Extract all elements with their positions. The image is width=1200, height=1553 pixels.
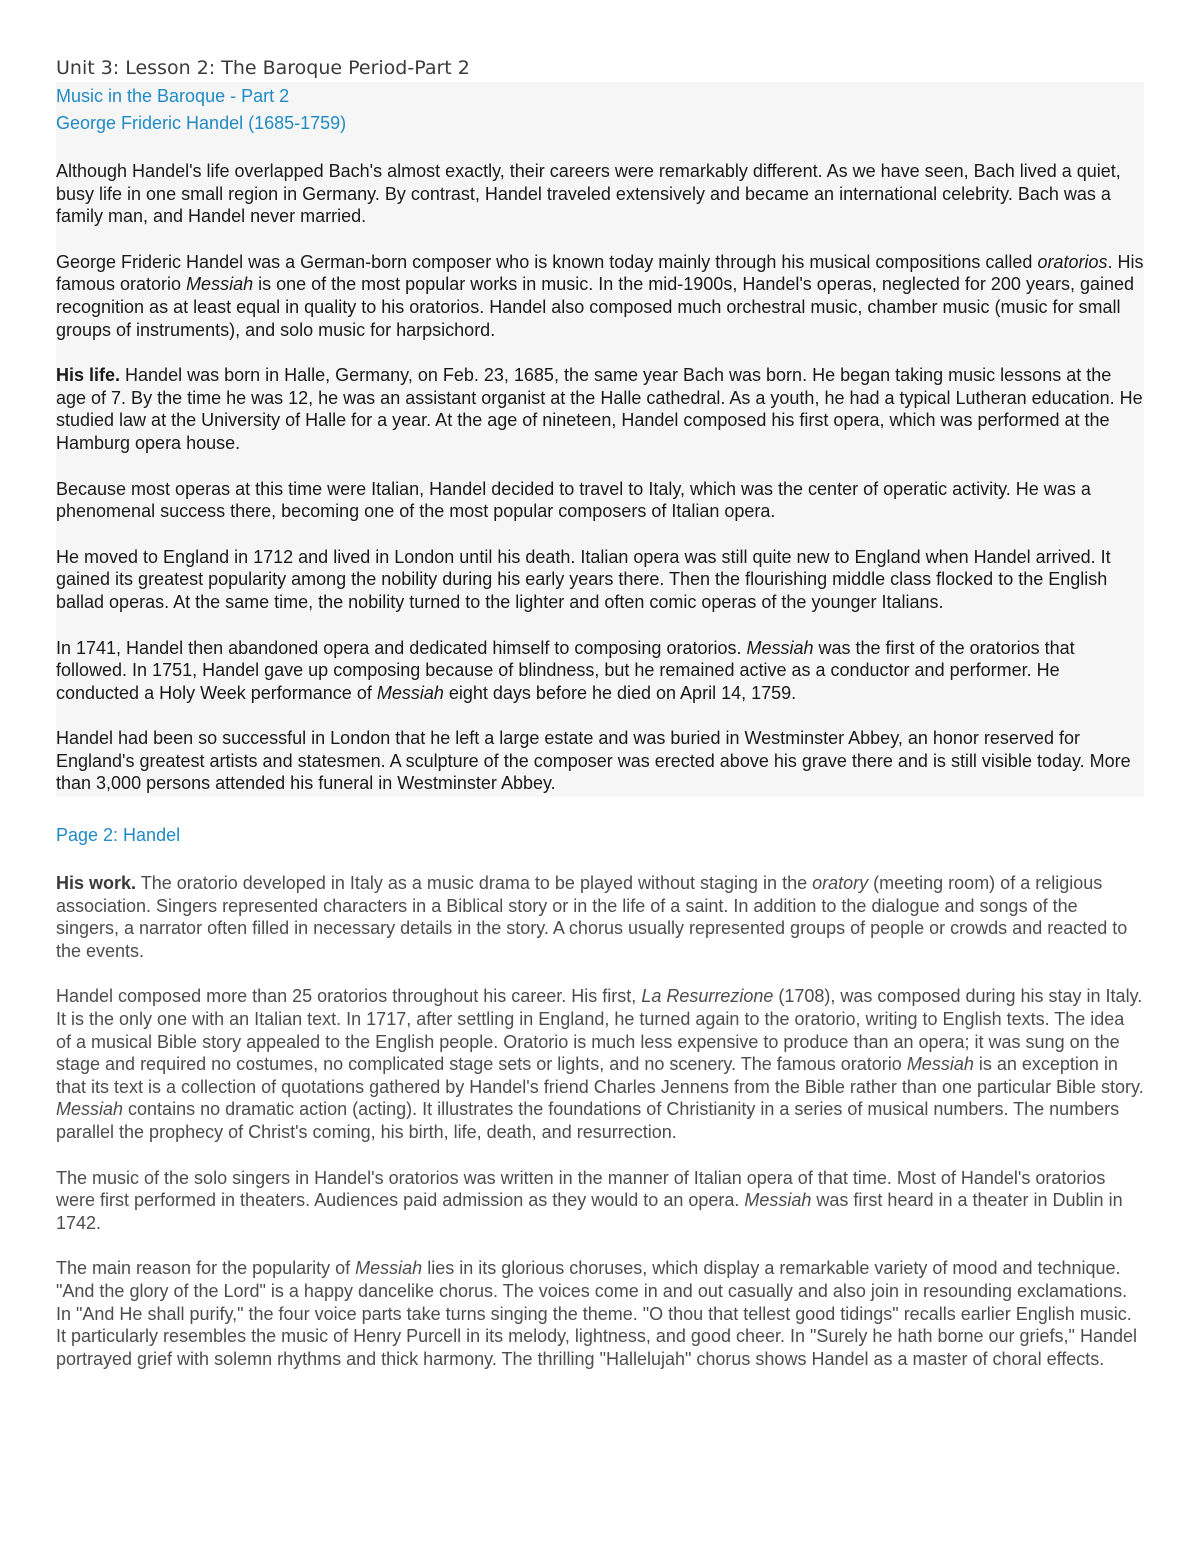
section-baroque-part-2 <box>56 82 1144 797</box>
paragraph-composed-oratorios: Handel composed more than 25 oratorios throughout his career. His first, La Resurrezione (1708), was composed during his stay in Italy. It is the only one with an Italian text. In 1717, after settling in England, he turned again to the oratorio, writing to English texts. The idea of a musical Bible story appealed to the English people. Oratorio is much less expensive to produce than an opera; it was sung on the stage and required no costumes, no complicated stage sets or lights, and no scenery. The famous oratorio Messiah is an exception in that its text is a collection of quotations gathered by Handel's friend Charles Jennens from the Bible rather than one particular Bible story. Messiah contains no dramatic action (acting). It illustrates the foundations of Christianity in a series of musical numbers. The numbers parallel the prophecy of Christ's coming, his birth, life, death, and resurrection. <box>56 986 1144 1142</box>
paragraph-his-work: His work. The oratorio developed in Italy as a music drama to be played without staging in the oratory (meeting room) of a religious association. Singers represented characters in a Biblical story or in the life of a saint. In addition to the dialogue and songs of the singers, a narrator often filled in necessary details in the story. A chorus usually represented groups of people or crowds and reacted to the events. <box>56 873 1128 961</box>
paragraph-legacy: Handel had been so successful in London that he left a large estate and was buried in Westminster Abbey, an honor reserved for England's greatest artists and statesmen. A sculpture of the composer was erected above his grave there and is still visible today. More than 3,000 persons attended his funeral in Westminster Abbey. <box>56 728 1131 794</box>
lead-his-life: His life. <box>56 365 121 386</box>
section-headings <box>56 83 1144 137</box>
heading-music-in-the-baroque: Music in the Baroque - Part 2 <box>56 86 290 106</box>
paragraph-oratorios: In 1741, Handel then abandoned opera and dedicated himself to composing oratorios. Messiah was the first of the oratorios that followed. In 1751, Handel gave up composing because of blindness, but he remained active as a conductor and performer. He conducted a Holy Week performance of Messiah eight days before he died on April 14, 1759. <box>56 637 1075 703</box>
paragraph-choruses: The main reason for the popularity of Messiah lies in its glorious choruses, which display a remarkable variety of mood and technique. "And the glory of the Lord" is a happy dancelike chorus. The voices come in and out casually and also join in resounding exclamations. In "And He shall purify," the four voice parts take turns singing the theme. "O thou that tellest good tidings" recalls earlier English music. It particularly resembles the music of Henry Purcell in its melody, lightness, and good cheer. In "Surely he hath borne our griefs," Handel portrayed grief with solemn rhythms and thick harmony. The thrilling "Hallelujah" chorus shows Handel as a master of choral effects. <box>56 1258 1137 1369</box>
paragraph-england: He moved to England in 1712 and lived in London until his death. Italian opera was still quite new to England when Handel arrived. It gained its greatest popularity among the nobility during his early years there. Then the flourishing middle class flocked to the English ballad operas. At the same time, the nobility turned to the lighter and often comic operas of the younger Italians. <box>56 546 1111 612</box>
lead-his-work: His work. <box>56 873 137 894</box>
paragraph-his-life: His life. Handel was born in Halle, Germany, on Feb. 23, 1685, the same year Bach was born. He began taking music lessons at the age of 7. By the time he was 12, he was an assistant organist at the Halle cathedral. As a youth, he had a typical Lutheran education. He studied law at the University of Halle for a year. At the age of nineteen, Handel composed his first opera, which was performed at the Hamburg opera house. <box>56 365 1143 453</box>
paragraph-intro: Although Handel's life overlapped Bach's almost exactly, their careers were remarkably different. As we have seen, Bach lived a quiet, busy life in one small region in Germany. By contrast, Handel traveled extensively and became an international celebrity. Bach was a family man, and Handel never married. <box>56 161 1121 227</box>
heading-handel-name: George Frideric Handel (1685-1759) <box>56 113 347 133</box>
paragraph-overview: George Frideric Handel was a German-born composer who is known today mainly through his musical compositions called oratorios. His famous oratorio Messiah is one of the most popular works in music. In the mid-1900s, Handel's operas, neglected for 200 years, gained recognition as at least equal in quality to his oratorios. Handel also composed much orchestral music, chamber music (music for small groups of instruments), and solo music for harpsichord. <box>56 251 1144 340</box>
document <box>56 56 1144 1370</box>
heading-page-2-handel: Page 2: Handel <box>56 825 181 846</box>
paragraph-italy: Because most operas at this time were Italian, Handel decided to travel to Italy, which was the center of operatic activity. He was a phenomenal success there, becoming one of the most popular composers of Italian opera. <box>56 478 1091 522</box>
section-page-2 <box>56 822 1144 1370</box>
paragraph-solo-singers: The music of the solo singers in Handel's oratorios was written in the manner of Italian opera of that time. Most of Handel's oratorios were first performed in theaters. Audiences paid admission as they would to an opera. Messiah was first heard in a theater in Dublin in 1742. <box>56 1167 1123 1233</box>
page-title: Unit 3: Lesson 2: The Baroque Period-Part 2 <box>56 57 470 79</box>
